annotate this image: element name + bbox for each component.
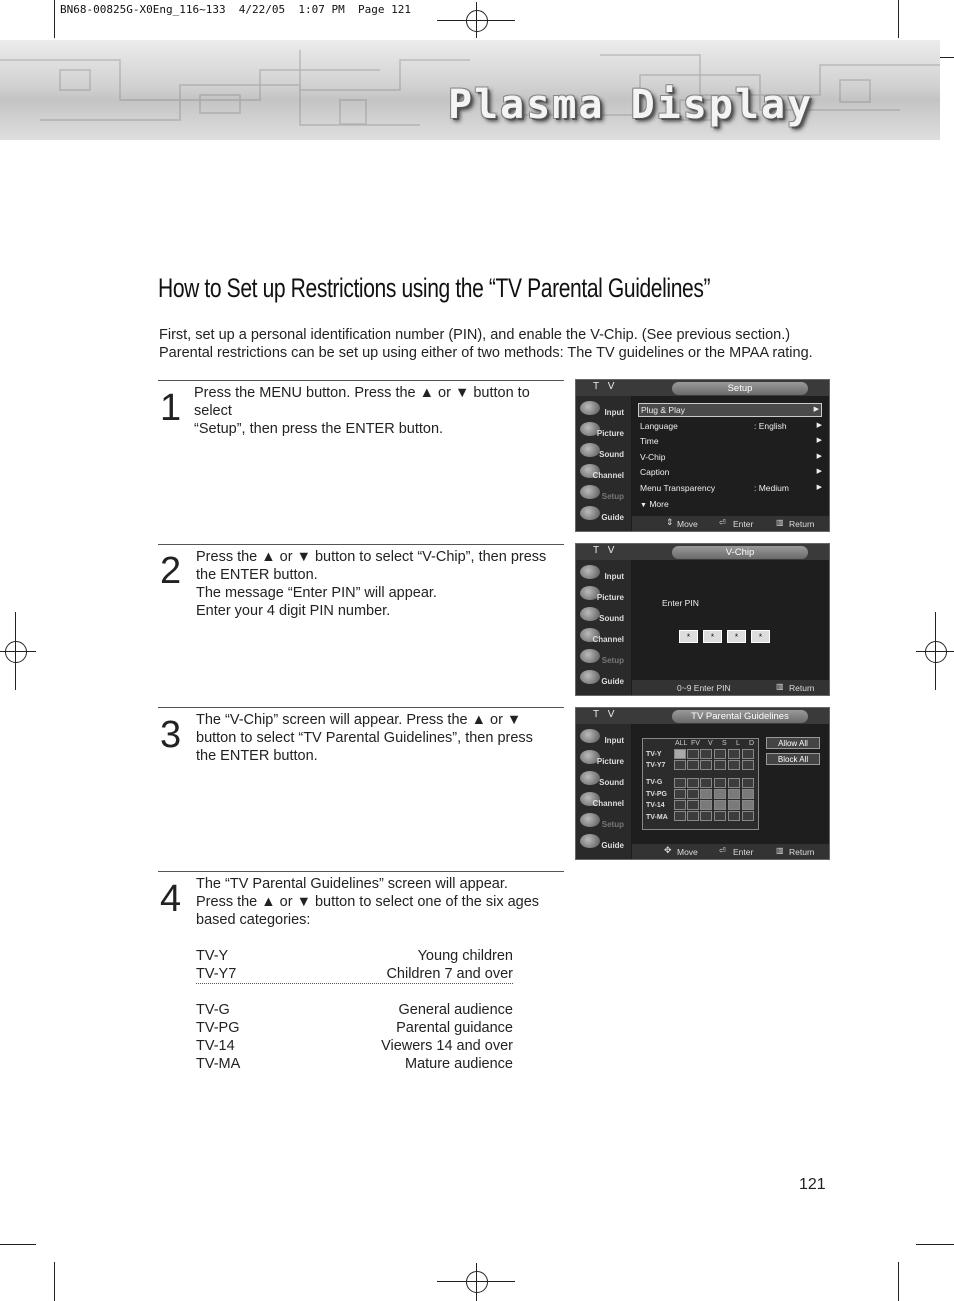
allow-all-button[interactable]: Allow All — [766, 737, 820, 749]
osd-tv-label: T V — [593, 381, 618, 392]
grid-row-label: TV-Y — [646, 751, 662, 758]
crop-mark — [898, 0, 899, 38]
step-line: the ENTER button. — [196, 567, 318, 583]
osd-title: Setup — [672, 382, 808, 395]
age-code: TV-MA — [196, 1056, 241, 1072]
osd-tv-label: T V — [593, 545, 618, 556]
step-line: button to select “TV Parental Guidelines”, then press — [196, 730, 533, 746]
osd-side-channel: Channel — [576, 791, 628, 811]
intro-line: First, set up a personal identification number (PIN), and enable the V-Chip. (See previous section.) — [159, 327, 791, 343]
osd-setup-screen — [575, 379, 830, 532]
registration-circle — [925, 641, 947, 663]
grid-col-header: L — [736, 740, 740, 747]
setup-icon — [580, 813, 600, 827]
grid-cell — [687, 749, 699, 759]
osd-side-picture: Picture — [576, 749, 628, 769]
grid-cell — [742, 800, 754, 810]
move-icon: ⇕ — [666, 517, 674, 527]
registration-circle — [5, 641, 27, 663]
sound-icon — [580, 771, 600, 785]
osd-side-setup: Setup — [576, 484, 628, 504]
return-icon: ▥ — [776, 518, 784, 527]
osd-side-input: Input — [576, 400, 628, 420]
setup-icon — [580, 485, 600, 499]
grid-col-header: S — [722, 740, 727, 747]
osd-tv-label: T V — [593, 709, 618, 720]
grid-row-label: TV-14 — [646, 802, 665, 809]
grid-cell — [728, 778, 740, 788]
return-icon: ▥ — [776, 846, 784, 855]
banner-title: Plasma Display — [448, 82, 814, 128]
osd-side-setup: Setup — [576, 812, 628, 832]
age-code: TV-PG — [196, 1020, 240, 1036]
osd-side-picture: Picture — [576, 585, 628, 605]
pin-digit-box: * — [727, 630, 746, 643]
osd-menu-area — [632, 396, 829, 516]
grid-cell — [742, 811, 754, 821]
step-line: The “TV Parental Guidelines” screen will appear. — [196, 876, 508, 892]
grid-col-header: D — [749, 740, 755, 747]
grid-cell — [742, 778, 754, 788]
crop-mark — [54, 1262, 55, 1301]
osd-side-input: Input — [576, 728, 628, 748]
crop-mark — [0, 1244, 36, 1245]
osd-pin-area — [632, 560, 829, 680]
age-desc: Young children — [417, 948, 513, 964]
grid-cell — [714, 749, 726, 759]
osd-menu-item: Menu Transparency : Medium ▶ — [640, 483, 822, 493]
osd-side-channel: Channel — [576, 627, 628, 647]
osd-menu-item: V-Chip ▶ — [640, 452, 822, 462]
enter-icon: ⏎ — [719, 518, 726, 527]
grid-cell — [714, 778, 726, 788]
grid-cell — [714, 800, 726, 810]
step-line: Press the ▲ or ▼ button to select “V-Chip”, then press — [196, 549, 547, 565]
pin-digit-box: * — [679, 630, 698, 643]
sound-icon — [580, 607, 600, 621]
osd-top-bar — [576, 380, 829, 396]
osd-title: TV Parental Guidelines — [672, 710, 808, 723]
grid-row-label: TV-G — [646, 779, 663, 786]
step-divider — [158, 380, 564, 381]
grid-cell — [728, 800, 740, 810]
grid-cell — [742, 760, 754, 770]
grid-cell — [728, 811, 740, 821]
osd-side-channel: Channel — [576, 463, 628, 483]
grid-cell — [687, 760, 699, 770]
grid-cell — [687, 800, 699, 810]
grid-col-header: V — [708, 740, 713, 747]
step-line: The message “Enter PIN” will appear. — [196, 585, 437, 601]
pin-digit-box: * — [703, 630, 722, 643]
guide-icon — [580, 506, 600, 520]
step-number: 3 — [160, 714, 182, 756]
osd-footer-return: Return — [789, 683, 815, 693]
guide-icon — [580, 670, 600, 684]
osd-guidelines-area — [632, 724, 829, 844]
age-code: TV-Y7 — [196, 966, 237, 982]
grid-cell — [700, 800, 712, 810]
osd-footer-enter: Enter — [733, 847, 754, 857]
age-row — [196, 1001, 513, 1019]
intro-line: Parental restrictions can be set up using either of two methods: The TV guidelines or the MPAA rating. — [159, 345, 813, 361]
age-code: TV-14 — [196, 1038, 235, 1054]
osd-top-bar — [576, 708, 829, 724]
grid-col-header: ALL — [675, 740, 688, 747]
enter-icon: ⏎ — [719, 846, 726, 855]
step-divider — [158, 544, 564, 545]
osd-title: V-Chip — [672, 546, 808, 559]
age-row — [196, 1037, 513, 1055]
osd-side-picture: Picture — [576, 421, 628, 441]
setup-icon — [580, 649, 600, 663]
grid-cell — [728, 789, 740, 799]
age-row — [196, 947, 513, 965]
grid-row-label: TV-MA — [646, 814, 668, 821]
return-icon: ▥ — [776, 682, 784, 691]
grid-cell — [674, 811, 686, 821]
grid-cell — [674, 760, 686, 770]
osd-footer-enter: Enter — [733, 519, 754, 529]
step-number: 4 — [160, 878, 182, 920]
grid-cell — [728, 760, 740, 770]
input-icon — [580, 401, 600, 415]
age-row — [196, 1055, 513, 1073]
grid-cell — [714, 789, 726, 799]
step-divider — [158, 871, 564, 872]
pin-prompt: Enter PIN — [662, 598, 699, 608]
step-line: Press the MENU button. Press the ▲ or ▼ button to select — [194, 385, 530, 419]
osd-menu-more: ▼ More — [640, 499, 669, 509]
osd-side-sound: Sound — [576, 442, 628, 462]
page-title: How to Set up Restrictions using the “TV Parental Guidelines” — [158, 273, 711, 303]
osd-side-guide: Guide — [576, 833, 628, 853]
grid-cell — [674, 789, 686, 799]
osd-side-input: Input — [576, 564, 628, 584]
step-line: Enter your 4 digit PIN number. — [196, 603, 391, 619]
sound-icon — [580, 443, 600, 457]
osd-parental-guidelines-screen — [575, 707, 830, 860]
dotted-separator — [196, 983, 513, 1001]
step-line: Press the ▲ or ▼ button to select one of the six ages — [196, 894, 540, 910]
step-divider — [158, 707, 564, 708]
grid-cell — [700, 811, 712, 821]
step-number: 1 — [160, 387, 182, 429]
registration-circle — [466, 1271, 488, 1293]
page-number: 121 — [799, 1176, 826, 1193]
age-code: TV-G — [196, 1002, 230, 1018]
grid-cell — [714, 760, 726, 770]
grid-cell — [742, 789, 754, 799]
step-text — [196, 548, 564, 620]
grid-cell — [742, 749, 754, 759]
step-line: “Setup”, then press the ENTER button. — [194, 421, 444, 437]
osd-sidebar — [576, 560, 631, 696]
age-desc: Children 7 and over — [386, 966, 513, 982]
registration-circle — [466, 10, 488, 32]
header-banner — [0, 40, 940, 140]
osd-footer-return: Return — [789, 847, 815, 857]
grid-cell — [700, 778, 712, 788]
grid-row-label: TV-Y7 — [646, 762, 666, 769]
block-all-button[interactable]: Block All — [766, 753, 820, 765]
print-slug: BN68-00825G-X0Eng_116~133 4/22/05 1:07 PM Page 121 — [60, 3, 411, 16]
grid-cell — [674, 778, 686, 788]
age-desc: General audience — [398, 1002, 513, 1018]
step-text — [196, 711, 564, 765]
step-line: based categories: — [196, 912, 311, 928]
guide-icon — [580, 834, 600, 848]
crop-mark — [898, 1262, 899, 1301]
step-text — [196, 875, 564, 929]
osd-footer-return: Return — [789, 519, 815, 529]
osd-menu-item: Caption ▶ — [640, 467, 822, 477]
osd-side-guide: Guide — [576, 669, 628, 689]
age-row — [196, 1019, 513, 1037]
osd-menu-item: Time ▶ — [640, 436, 822, 446]
grid-cell — [728, 749, 740, 759]
osd-top-bar — [576, 544, 829, 560]
osd-side-guide: Guide — [576, 505, 628, 525]
osd-footer — [632, 680, 829, 696]
age-desc: Viewers 14 and over — [381, 1038, 513, 1054]
osd-menu-item: Language : English ▶ — [640, 421, 822, 431]
grid-cell — [700, 789, 712, 799]
step-number: 2 — [160, 550, 182, 592]
age-code: TV-Y — [196, 948, 229, 964]
crop-mark — [916, 1244, 954, 1245]
input-icon — [580, 729, 600, 743]
move-icon: ✥ — [664, 845, 672, 855]
osd-menu-item: Plug & Play ▶ — [638, 403, 822, 417]
age-desc: Parental guidance — [396, 1020, 513, 1036]
osd-side-setup: Setup — [576, 648, 628, 668]
step-text — [194, 384, 562, 438]
step-line: The “V-Chip” screen will appear. Press the ▲ or ▼ — [196, 712, 522, 728]
osd-vchip-screen — [575, 543, 830, 696]
grid-cell — [687, 811, 699, 821]
grid-row-label: TV-PG — [646, 791, 668, 798]
grid-cell — [687, 789, 699, 799]
grid-cell — [714, 811, 726, 821]
osd-footer-move: Move — [677, 847, 698, 857]
age-desc: Mature audience — [404, 1056, 513, 1072]
grid-col-header: FV — [691, 740, 700, 747]
pin-digit-box: * — [751, 630, 770, 643]
grid-cell — [700, 760, 712, 770]
age-category-table — [196, 947, 513, 1073]
step-line: the ENTER button. — [196, 748, 318, 764]
grid-cell — [674, 800, 686, 810]
input-icon — [580, 565, 600, 579]
grid-cell — [700, 749, 712, 759]
osd-footer — [632, 844, 829, 860]
osd-footer-hint: 0~9 Enter PIN — [677, 683, 731, 693]
crop-mark — [54, 0, 55, 38]
osd-footer — [632, 516, 829, 532]
osd-side-sound: Sound — [576, 770, 628, 790]
age-row — [196, 965, 513, 983]
osd-sidebar — [576, 724, 631, 860]
rating-grid — [642, 738, 759, 830]
osd-side-sound: Sound — [576, 606, 628, 626]
intro-text — [159, 326, 813, 362]
grid-cell — [674, 749, 686, 759]
osd-footer-move: Move — [677, 519, 698, 529]
osd-sidebar — [576, 396, 631, 532]
grid-cell — [687, 778, 699, 788]
